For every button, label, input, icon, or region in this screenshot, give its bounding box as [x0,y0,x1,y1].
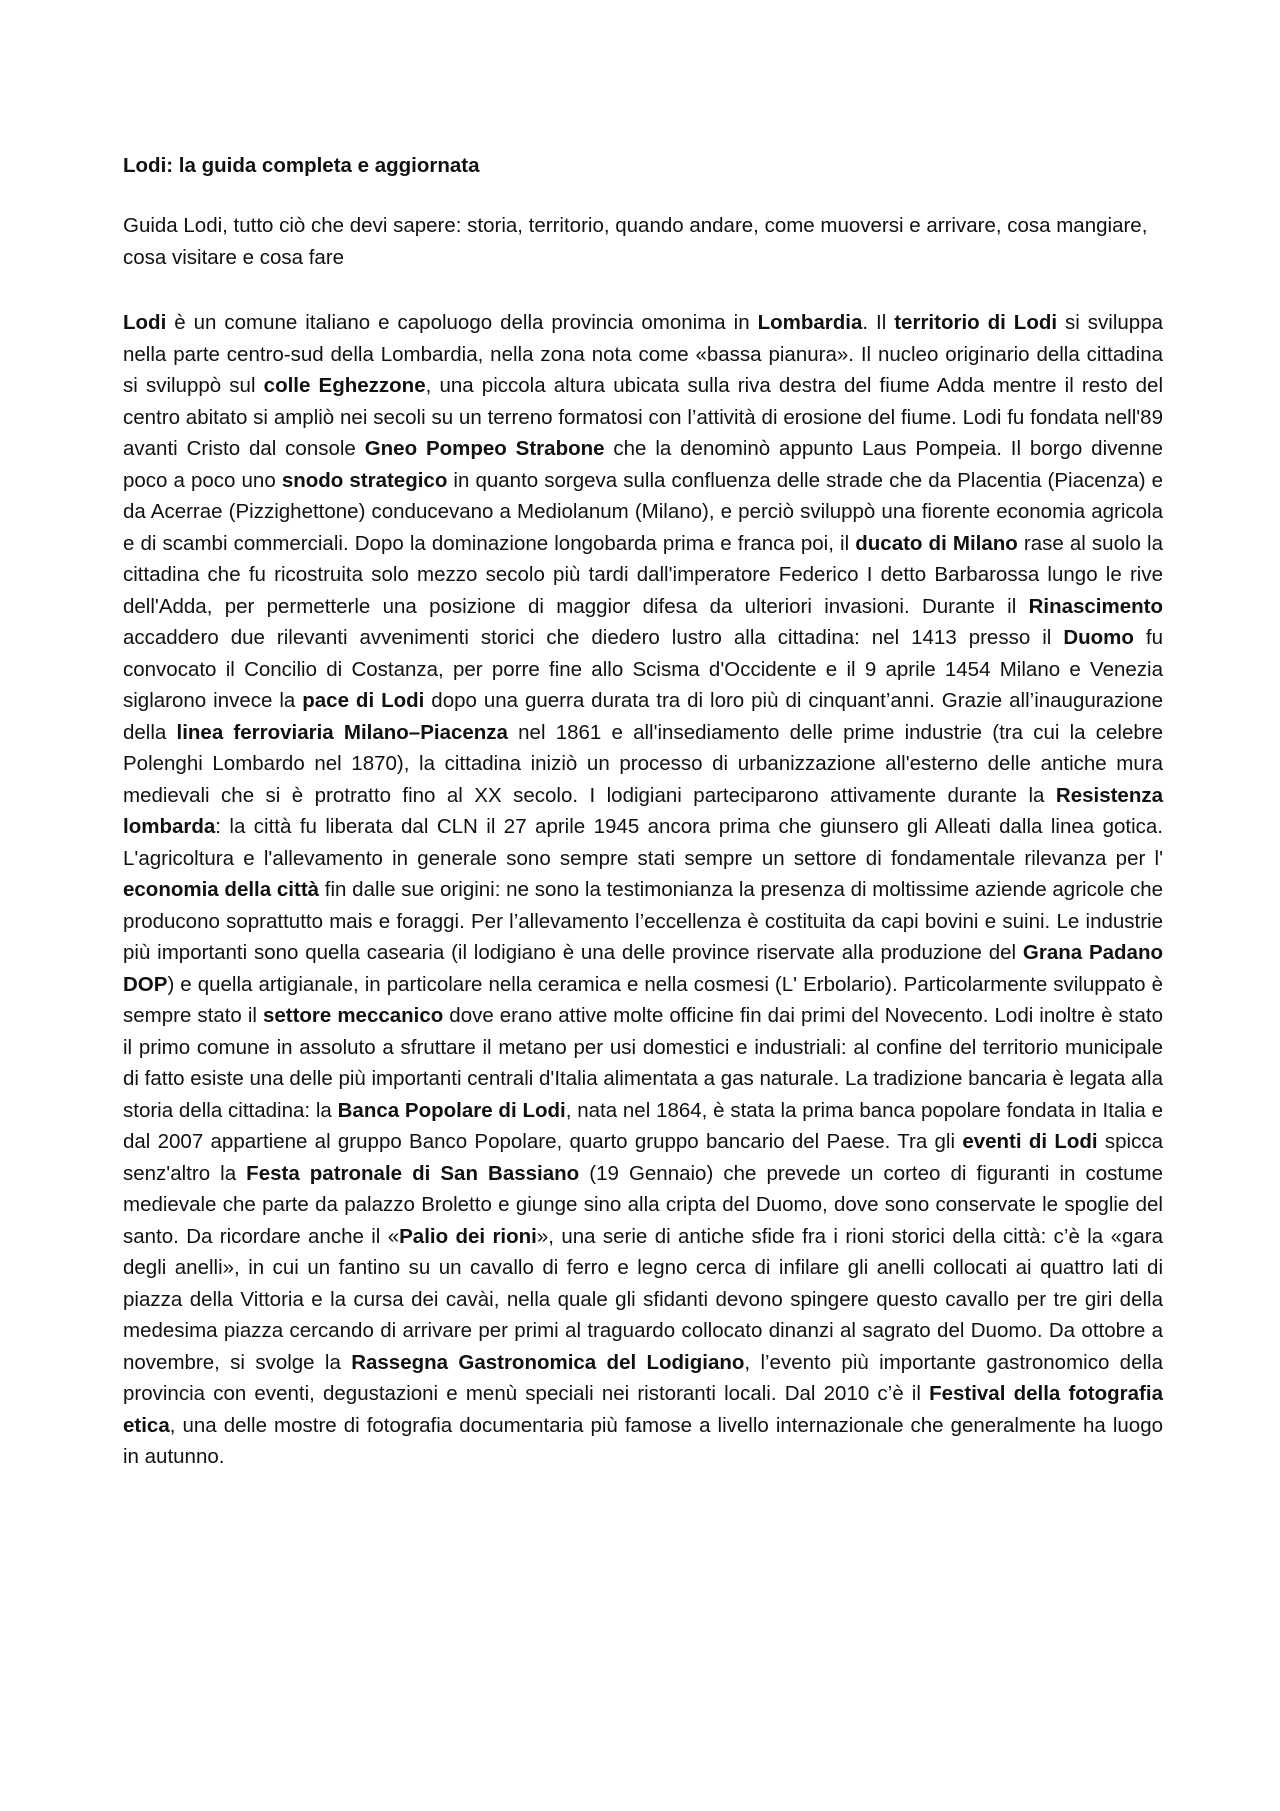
bold-term: Gneo Pompeo Strabone [364,437,605,460]
bold-term: Rinascimento [1028,594,1163,618]
bold-term: colle Eghezzone [263,374,426,397]
text-run: », una serie di antiche sfide fra i rioni storici della città: c’è la «gara degli anelli», in cui un fantino su un cavallo di ferro e legno cerca di infilare gli anelli collocati ai quattro lati di piazza della Vittoria e la cursa dei cavài, nella quale gli sfidanti devono spingere questo cavallo per tre giri della medesima piazza cercando di arrivare per primi al traguardo collocato dinanzi al sagrato del Duomo. Da ottobre a novembre, si svolge la [123,1224,1163,1374]
text-run: , nata nel 1864, è stata la prima banca popolare fondata in Italia e dal 2007 appartiene al gruppo Banco Popolare, quarto gruppo bancario del Paese. Tra gli [123,1098,1163,1153]
text-run: , l’evento più importante gastronomico della provincia con eventi, degustazioni e menù speciali nei ristoranti locali. Dal 2010 c’è il [123,1350,1163,1405]
bold-term: Duomo [1063,626,1134,649]
bold-term: Lombardia [757,311,863,334]
text-run: . Il [862,311,895,334]
bold-term: settore meccanico [262,1004,444,1027]
bold-term: Palio dei rioni [399,1224,537,1248]
bold-term: ducato di Milano [855,531,1018,555]
bold-term: Lodi [123,311,167,334]
document-subtitle: Guida Lodi, tutto ciò che devi sapere: storia, territorio, quando andare, come muoversi e arrivare, cosa mangiare, cosa visitare e cosa fare [123,214,1148,269]
bold-term: snodo strategico [281,468,448,492]
document-content [123,150,1163,1473]
text-run: spicca senz'altro la [123,1130,1163,1185]
text-run: , una delle mostre di fotografia documentaria più famose a livello internazionale che generalmente ha luogo in autunno. [123,1413,1163,1468]
bold-term: Rassegna Gastronomica del Lodigiano [351,1350,745,1374]
text-run: (19 Gennaio) che prevede un corteo di figuranti in costume medievale che parte da palazzo Broletto e giunge sino alla cripta del Duomo, dove sono conservate le spoglie del santo. Da ricordare anche il « [123,1161,1163,1248]
text-run: dopo una guerra durata tra di loro più di cinquant’anni. Grazie all’inaugurazione della [123,689,1163,744]
bold-term: eventi di Lodi [962,1130,1098,1153]
bold-term: linea ferroviaria Milano–Piacenza [176,720,508,744]
text-run: fu convocato il Concilio di Costanza, per porre fine allo Scisma d'Occidente e il 9 aprile 1454 Milano e Venezia siglarono invece la [123,626,1163,712]
body-paragraph [123,307,1163,1473]
bold-term: territorio di Lodi [894,311,1058,334]
text-run: in quanto sorgeva sulla confluenza delle strade che da Placentia (Piacenza) e da Acerrae (Pizzighettone) conducevano a Mediolanum (Milano), e perciò sviluppò una fiorente economia agricola e di scambi commerciali. Dopo la dominazione longobarda prima e franca poi, il [123,468,1163,555]
text-run: che la denominò appunto Laus Pompeia. Il borgo divenne poco a poco uno [123,437,1163,492]
bold-term: Festa patronale di San Bassiano [246,1161,580,1185]
bold-term: economia della città [123,878,320,901]
text-run: si sviluppa nella parte centro-sud della Lombardia, nella zona nota come «bassa pianura». Il nucleo originario della cittadina si sviluppò sul [123,311,1163,397]
text-run: accaddero due rilevanti avvenimenti storici che diedero lustro alla cittadina: nel 1413 presso il [123,626,1064,649]
bold-term: Grana Padano DOP [123,941,1163,996]
text-run: , una piccola altura ubicata sulla riva destra del fiume Adda mentre il resto del centro abitato si ampliò nei secoli su un terreno formatosi con l’attività di erosione del fiume. Lodi fu fondata nell'89 avanti Cristo dal console [123,374,1164,460]
document-title: Lodi: la guida completa e aggiornata [123,154,480,177]
text-run: nel 1861 e all'insediamento delle prime industrie (tra cui la celebre Polenghi Lombardo nel 1870), la cittadina iniziò un processo di urbanizzazione all'esterno delle antiche mura medievali che si è protratto fino al XX secolo. I lodigiani parteciparono attivamente durante la [123,720,1163,807]
bold-term: Resistenza lombarda [123,783,1163,838]
bold-term: Festival della fotografia etica [123,1382,1163,1437]
text-run: : la città fu liberata dal CLN il 27 aprile 1945 ancora prima che giunsero gli Alleati dalla linea gotica. L'agricoltura e l'allevamento in generale sono sempre stati sempre un settore di fondamentale rilevanza per l' [123,815,1163,870]
text-run: dove erano attive molte officine fin dai primi del Novecento. Lodi inoltre è stato il primo comune in assoluto a sfruttare il metano per usi domestici e industriali: al confine del territorio municipale di fatto esiste una delle più importanti centrali d'Italia alimentata a gas naturale. La tradizione bancaria è legata alla storia della cittadina: la [123,1004,1163,1122]
bold-term: Banca Popolare di Lodi [337,1098,566,1122]
text-run: rase al suolo la cittadina che fu ricostruita solo mezzo secolo più tardi dall'imperatore Federico I detto Barbarossa lungo le rive dell'Adda, per permetterle una posizione di maggior difesa da ulteriori invasioni. Durante il [123,531,1163,618]
text-run: fin dalle sue origini: ne sono la testimonianza la presenza di moltissime aziende agricole che producono soprattutto mais e foraggi. Per l’allevamento l’eccellenza è costituita da capi bovini e suini. Le industrie più importanti sono quella casearia (il lodigiano è una delle province riservate alla produzione del [123,878,1163,964]
text-run: ) e quella artigianale, in particolare nella ceramica e nella cosmesi (L' Erbolario). Particolarmente sviluppato è sempre stato il [123,972,1163,1027]
text-run: è un comune italiano e capoluogo della provincia omonima in [166,311,758,334]
bold-term: pace di Lodi [302,689,425,712]
